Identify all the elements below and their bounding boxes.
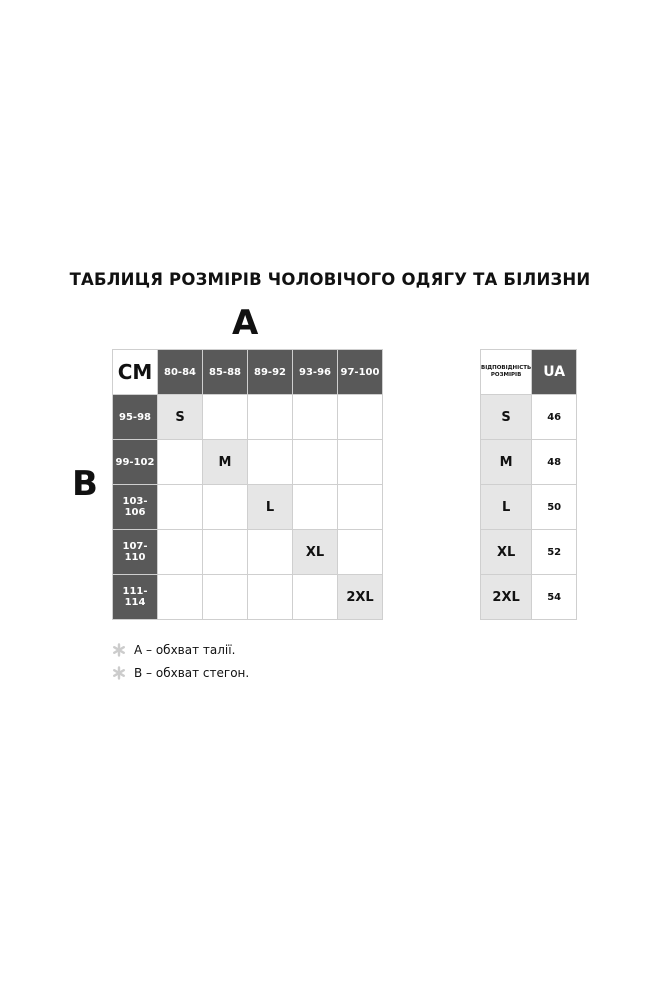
correspondence-table xyxy=(480,349,577,620)
size-cell: M xyxy=(481,440,532,485)
col-header: 89-92 xyxy=(248,350,293,395)
row-header: 107-110 xyxy=(113,530,158,575)
size-cell: 2XL xyxy=(481,575,532,620)
page-title: ТАБЛИЦЯ РОЗМІРІВ ЧОЛОВІЧОГО ОДЯГУ ТА БІЛИЗНИ xyxy=(69,270,591,289)
correspondence-row xyxy=(481,575,577,620)
empty-cell xyxy=(248,440,293,485)
ua-size-cell: 52 xyxy=(532,530,577,575)
empty-cell xyxy=(203,395,248,440)
grid-row xyxy=(113,575,383,620)
correspondence-header-row xyxy=(481,350,577,395)
axis-label-b: B xyxy=(72,464,98,504)
asterisk-icon xyxy=(112,666,126,680)
size-grid xyxy=(112,349,383,620)
empty-cell xyxy=(248,395,293,440)
size-cell: XL xyxy=(481,530,532,575)
empty-cell xyxy=(338,485,383,530)
grid-row xyxy=(113,530,383,575)
grid-row xyxy=(113,440,383,485)
correspondence-row xyxy=(481,485,577,530)
size-cell: 2XL xyxy=(338,575,383,620)
empty-cell xyxy=(338,395,383,440)
correspondence-header-line1: ВІДПОВІДНІСТЬ xyxy=(481,364,532,371)
empty-cell xyxy=(203,485,248,530)
empty-cell xyxy=(248,575,293,620)
correspondence-row xyxy=(481,530,577,575)
legend-item xyxy=(112,661,249,684)
size-cell: S xyxy=(481,395,532,440)
legend-item xyxy=(112,638,249,661)
grid-row xyxy=(113,485,383,530)
empty-cell xyxy=(338,530,383,575)
empty-cell xyxy=(203,530,248,575)
correspondence-row xyxy=(481,395,577,440)
legend-text: В – обхват стегон. xyxy=(134,665,250,680)
axis-label-a: A xyxy=(232,303,259,343)
correspondence-row xyxy=(481,440,577,485)
size-cell: L xyxy=(248,485,293,530)
empty-cell xyxy=(338,440,383,485)
empty-cell xyxy=(293,395,338,440)
asterisk-icon xyxy=(112,643,126,657)
col-header: 80-84 xyxy=(158,350,203,395)
empty-cell xyxy=(158,530,203,575)
grid-header-row xyxy=(113,350,383,395)
unit-cell: CM xyxy=(113,350,158,395)
size-cell: M xyxy=(203,440,248,485)
row-header: 111-114 xyxy=(113,575,158,620)
ua-header: UA xyxy=(532,350,577,395)
ua-size-cell: 50 xyxy=(532,485,577,530)
correspondence-header-line2: РОЗМІРІВ xyxy=(490,372,522,378)
empty-cell xyxy=(158,440,203,485)
legend-text: А – обхват талії. xyxy=(134,642,236,657)
size-cell: L xyxy=(481,485,532,530)
ua-size-cell: 54 xyxy=(532,575,577,620)
ua-size-cell: 46 xyxy=(532,395,577,440)
empty-cell xyxy=(293,485,338,530)
col-header: 93-96 xyxy=(293,350,338,395)
empty-cell xyxy=(293,575,338,620)
col-header: 97-100 xyxy=(338,350,383,395)
empty-cell xyxy=(158,485,203,530)
row-header: 95-98 xyxy=(113,395,158,440)
ua-size-cell: 48 xyxy=(532,440,577,485)
empty-cell xyxy=(158,575,203,620)
empty-cell xyxy=(248,530,293,575)
correspondence-header xyxy=(481,350,532,395)
legend xyxy=(112,638,249,684)
empty-cell xyxy=(293,440,338,485)
row-header: 103-106 xyxy=(113,485,158,530)
col-header: 85-88 xyxy=(203,350,248,395)
empty-cell xyxy=(203,575,248,620)
grid-row xyxy=(113,395,383,440)
size-cell: XL xyxy=(293,530,338,575)
row-header: 99-102 xyxy=(113,440,158,485)
size-cell: S xyxy=(158,395,203,440)
